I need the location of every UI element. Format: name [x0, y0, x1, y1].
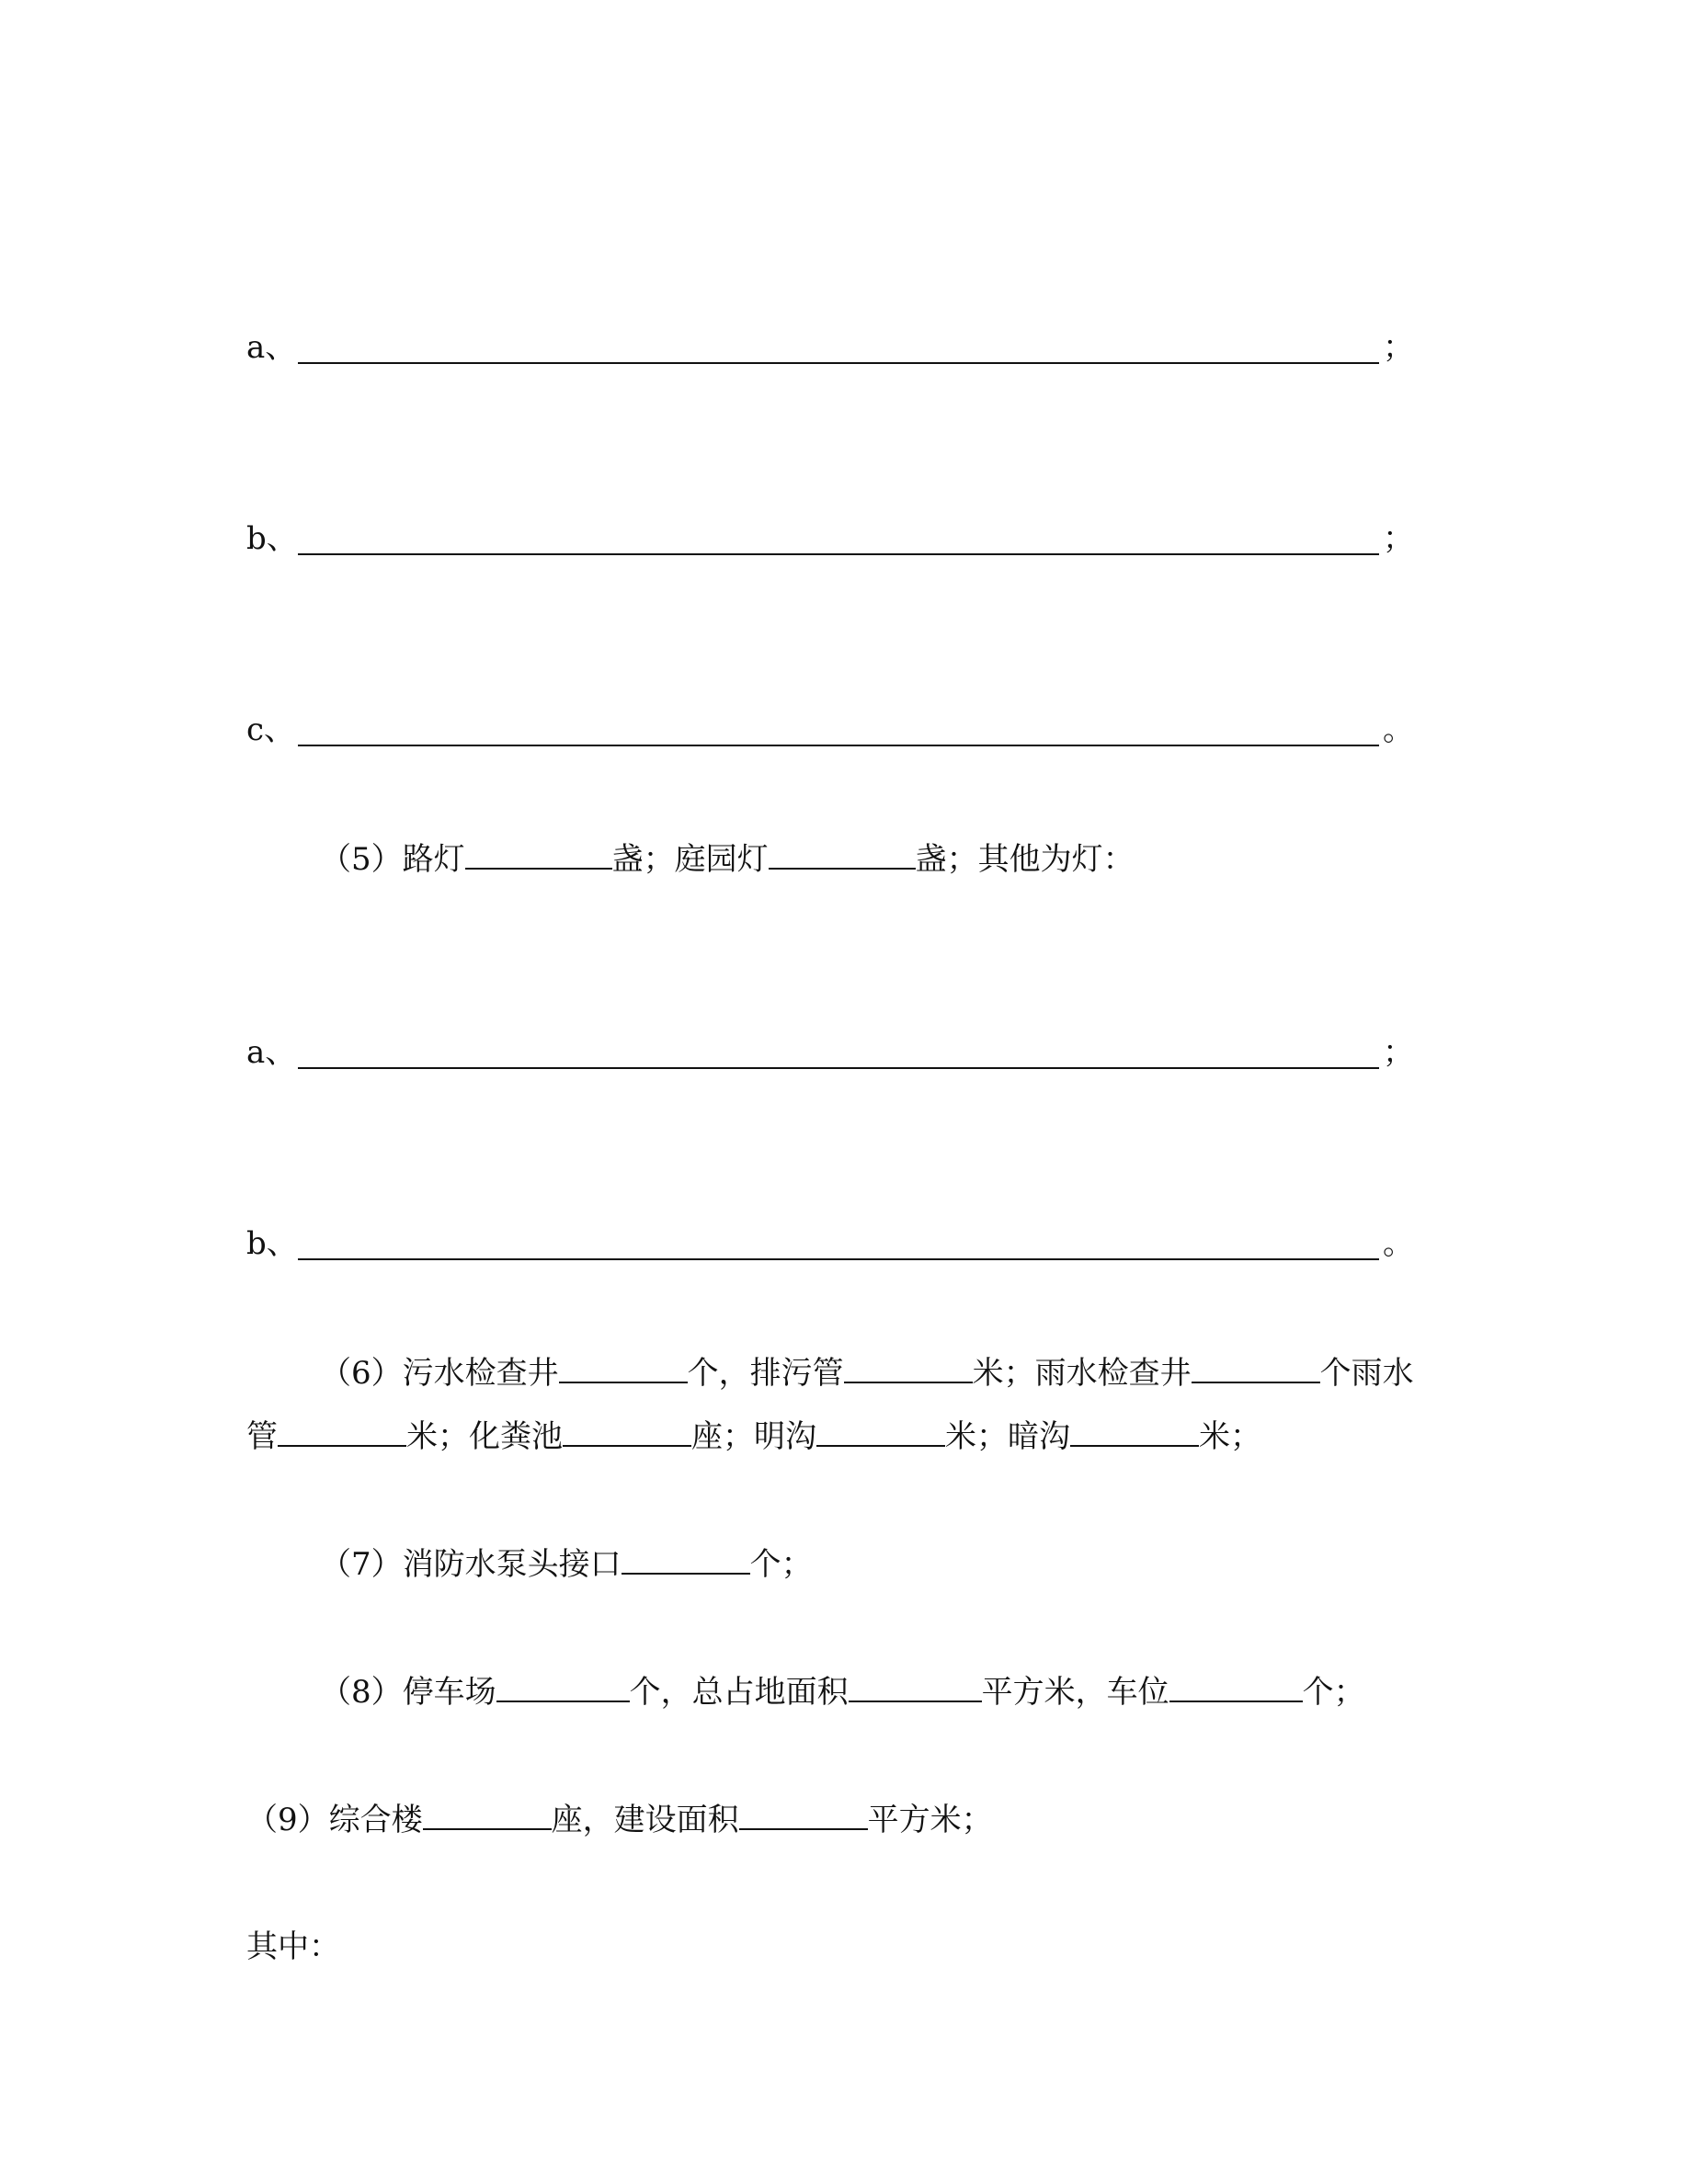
note-among-which: 其中：: [246, 1928, 340, 1965]
item-7-fire-pump: （7）消防水泵头接口 个；: [320, 1546, 813, 1583]
line-end-punct: ；: [1383, 520, 1414, 557]
item-label: a、: [246, 1034, 297, 1071]
item-9-complex: （9）综合楼 座，建设面积 平方米；: [246, 1802, 993, 1838]
line-end-punct: 。: [1383, 711, 1414, 748]
blank-open-ditch[interactable]: [816, 1417, 945, 1447]
blank-streetlight-count[interactable]: [465, 840, 612, 870]
blank-construction-area[interactable]: [739, 1801, 868, 1830]
blank-complex-count[interactable]: [423, 1801, 552, 1830]
blank-rain-pipe[interactable]: [278, 1417, 406, 1447]
blank-covered-ditch[interactable]: [1070, 1417, 1199, 1447]
item-label: c、: [246, 711, 296, 748]
line-end-punct: ；: [1383, 329, 1414, 366]
blank-parking-area[interactable]: [849, 1673, 982, 1702]
line-end-punct: ；: [1383, 1034, 1414, 1071]
item-label: b、: [246, 520, 298, 557]
item-6-line-1: （6）污水检查井 个，排污管 米；雨水检查井 个雨水: [320, 1355, 1414, 1392]
blank-parking-spaces[interactable]: [1169, 1673, 1303, 1702]
item-label: b、: [246, 1225, 298, 1262]
fill-in-blank[interactable]: [298, 362, 1379, 364]
blank-sewer-pipe[interactable]: [844, 1354, 973, 1383]
item-6-line-2: 管 米；化粪池 座；明沟 米；暗沟 米；: [246, 1418, 1261, 1455]
blank-parking-lots[interactable]: [496, 1673, 630, 1702]
fill-in-blank[interactable]: [298, 745, 1379, 746]
fill-in-blank[interactable]: [298, 1258, 1379, 1260]
blank-gardenlight-count[interactable]: [769, 840, 916, 870]
blank-septic-tank[interactable]: [563, 1417, 691, 1447]
item-8-parking: （8）停车场 个，总占地面积 平方米，车位 个；: [320, 1674, 1365, 1711]
line-end-punct: 。: [1383, 1225, 1414, 1262]
fill-in-blank[interactable]: [298, 1067, 1379, 1069]
item-label: a、: [246, 329, 297, 366]
blank-fire-pump-count[interactable]: [622, 1545, 750, 1575]
blank-sewage-wells[interactable]: [559, 1354, 688, 1383]
item-5-lights: （5）路灯 盏；庭园灯 盏；其他为灯：: [320, 841, 1135, 878]
fill-in-blank[interactable]: [298, 553, 1379, 555]
blank-rain-wells[interactable]: [1192, 1354, 1320, 1383]
